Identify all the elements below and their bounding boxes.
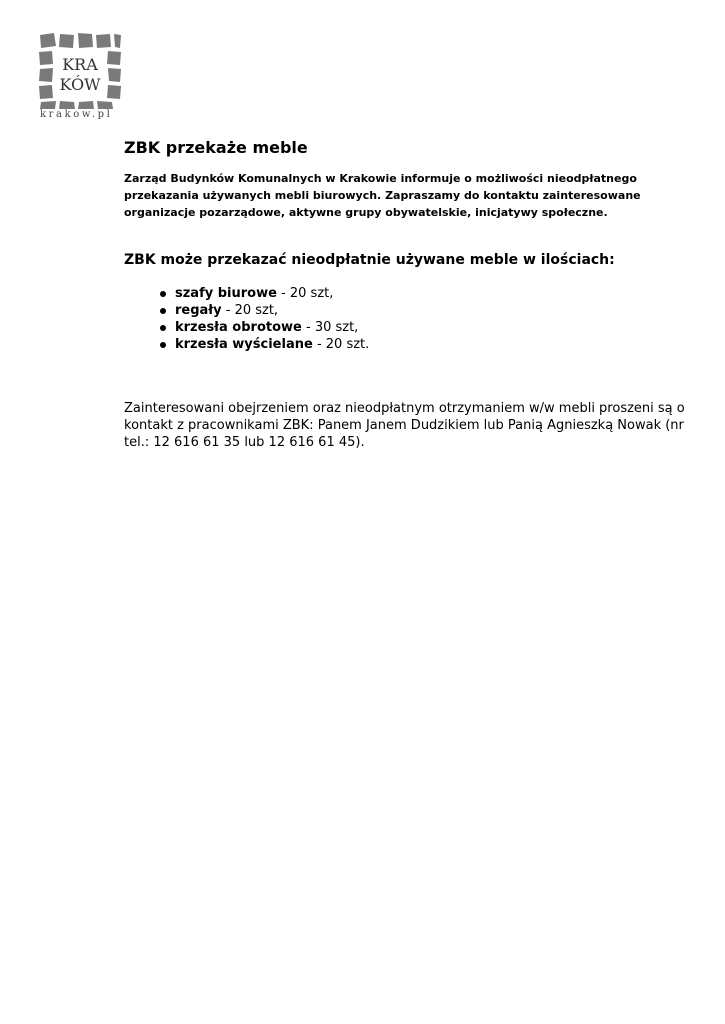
lead-line: przekazania używanych mebli biurowych. Zapraszamy do kontaktu zainteresowane [124, 189, 641, 202]
furniture-list [124, 285, 725, 353]
logo-caption: krakow.pl [40, 109, 113, 120]
logo-text-line1: KRA [62, 55, 98, 74]
contact-line: tel.: 12 616 61 35 lub 12 616 61 45). [124, 435, 365, 450]
logo-tile [96, 34, 111, 48]
item-name: krzesła obrotowe [175, 320, 302, 335]
section-heading: ZBK może przekazać nieodpłatnie używane meble w ilościach: [124, 252, 615, 268]
logo-tile [39, 85, 53, 99]
contact-paragraph [124, 400, 725, 451]
item-quantity: - 30 szt, [301, 320, 359, 335]
logo-tile [40, 101, 56, 109]
lead-paragraph [124, 170, 725, 221]
logo-tile [114, 34, 121, 48]
article [124, 138, 725, 451]
logo-tile [107, 51, 121, 65]
list-item [160, 336, 725, 353]
lead-line: organizacje pozarządowe, aktywne grupy obywatelskie, inicjatywy społeczne. [124, 206, 608, 219]
item-name: regały [175, 303, 222, 318]
logo-tile [59, 34, 74, 48]
krakow-logo-mark [38, 32, 122, 110]
item-quantity: - 20 szt, [276, 286, 334, 301]
item-quantity: - 20 szt. [312, 337, 370, 352]
logo-tile [78, 33, 93, 48]
bullet-icon [160, 342, 166, 348]
logo-tile [97, 101, 113, 109]
bullet-icon [160, 325, 166, 331]
logo-tile [40, 33, 56, 48]
logo-tile [108, 68, 121, 82]
item-name: szafy biurowe [175, 286, 277, 301]
list-item [160, 302, 725, 319]
page-title: ZBK przekaże meble [124, 138, 308, 157]
logo-tile [78, 101, 94, 109]
bullet-icon [160, 308, 166, 314]
logo-tile [39, 51, 53, 65]
logo-tile [39, 68, 53, 82]
lead-line: Zarząd Budynków Komunalnych w Krakowie informuje o możliwości nieodpłatnego [124, 172, 637, 185]
list-item [160, 285, 725, 302]
item-quantity: - 20 szt, [221, 303, 279, 318]
logo-tile [59, 101, 75, 109]
contact-line: kontakt z pracownikami ZBK: Panem Janem Dudzikiem lub Panią Agnieszką Nowak (nr [124, 418, 684, 433]
bullet-icon [160, 291, 166, 297]
item-name: krzesła wyścielane [175, 337, 313, 352]
krakow-logo [38, 32, 122, 124]
logo-text-line2: KÓW [59, 75, 101, 94]
list-item [160, 319, 725, 336]
logo-tile [107, 85, 121, 99]
contact-line: Zainteresowani obejrzeniem oraz nieodpłatnym otrzymaniem w/w mebli proszeni są o [124, 401, 685, 416]
